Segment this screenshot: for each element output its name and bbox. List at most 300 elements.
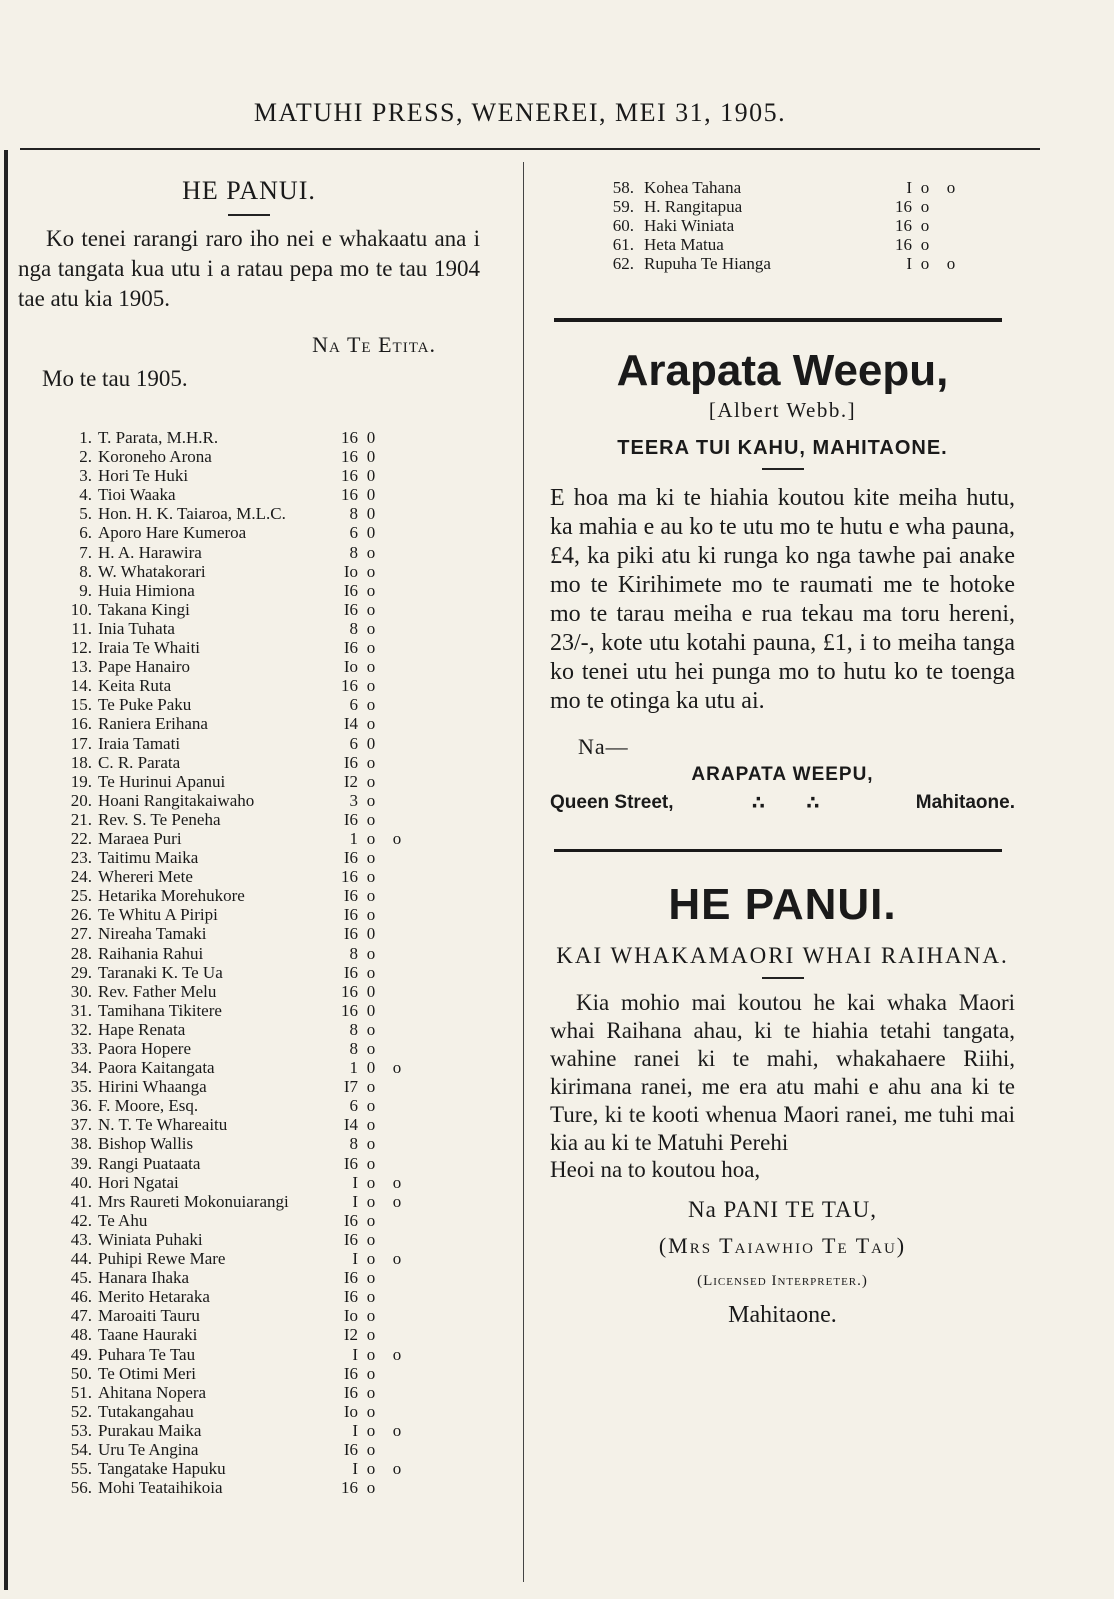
payment-shillings: I6 (343, 886, 358, 906)
subscriber-name: Rev. Father Melu (98, 981, 217, 1001)
payment-pence: o (366, 1134, 376, 1154)
subscriber-row (58, 1325, 438, 1344)
subscriber-row (58, 1096, 438, 1115)
payment-shillings: I (906, 254, 912, 274)
payment-pence: o (920, 178, 930, 197)
payment-shillings: 16 (895, 235, 912, 255)
payment-pence: o (366, 561, 376, 581)
payment-pence: 0 (366, 466, 376, 486)
tailor-ad-text: E hoa ma ki te hiahia koutou kite meiha hutu, ka mahia e au ko te utu mo te hutu e wha pauna, £4, ka piki atu ki runga ko nga tawhe pai anake mo te Kirihimete mo te raumati me te hotoke mo te tarau meiha e rua tekau ma toru hereni, 23/-, kote utu kotahi pauna, £1, i to meiha tanga ko tenei utu hei punga mo to hutu ko te toenga mo te otinga ka utu ai. (550, 485, 1015, 714)
subscriber-row (58, 619, 438, 638)
subscription-notice-text: Ko tenei rarangi raro iho nei e whakaatu ana i nga tangata kua utu i a ratau pepa mo te tau 1904 tae atu kia 1905. (18, 226, 480, 311)
subscriber-row (58, 810, 438, 829)
subscriber-number: 12. (70, 638, 92, 658)
payment-shillings: 1 (349, 828, 358, 848)
subscriber-row (58, 982, 438, 1001)
editor-signature: Na Te Etita. (312, 332, 436, 357)
subscriber-number: 6. (79, 523, 92, 543)
subscriber-name: Koroneho Arona (98, 447, 212, 467)
payment-shillings: I6 (343, 924, 358, 944)
payment-shillings: I6 (343, 848, 358, 868)
interpreter-notice-title: KAI WHAKAMAORI WHAI RAIHANA. (556, 943, 1009, 968)
subscriber-number: 47. (70, 1306, 92, 1326)
payment-shillings: I6 (343, 599, 358, 619)
subscriber-row (58, 1154, 438, 1173)
subscriber-name: Hori Te Huki (98, 466, 189, 486)
subscriber-row (58, 963, 438, 982)
subscriber-number: 55. (70, 1459, 92, 1479)
subscriber-number: 11. (71, 618, 92, 638)
payment-pence: o (366, 848, 376, 868)
subscriber-number: 51. (70, 1382, 92, 1402)
subscriber-number: 61. (612, 235, 634, 255)
subscriber-name: Takana Kingi (98, 599, 190, 619)
subscriber-row (58, 543, 438, 562)
payment-extra: o (392, 828, 402, 848)
subscriber-name: Hanara Ihaka (98, 1268, 190, 1288)
subscriber-row (58, 1134, 438, 1153)
notice-closing: Heoi na to koutou hoa, (550, 1157, 761, 1182)
subscriber-number: 48. (70, 1325, 92, 1345)
subscription-notice-heading: HE PANUI. (182, 176, 316, 205)
payment-shillings: 8 (349, 542, 358, 562)
payment-pence: o (366, 1153, 376, 1173)
payment-pence: o (920, 197, 930, 217)
subscriber-row (58, 1192, 438, 1211)
payment-shillings: I6 (343, 962, 358, 982)
subscriber-name: Mrs Raureti Mokonuiarangi (98, 1191, 289, 1211)
subscriber-row (58, 1020, 438, 1039)
subscriber-name: Iraia Te Whaiti (98, 638, 201, 658)
subscriber-number: 24. (70, 867, 92, 887)
subscriber-number: 7. (79, 542, 92, 562)
payment-pence: o (366, 1039, 376, 1058)
subscriber-name: Hori Ngatai (98, 1172, 179, 1192)
payment-pence: 0 (366, 447, 376, 467)
subscriber-number: 34. (70, 1058, 92, 1078)
payment-shillings: I (352, 1459, 358, 1479)
payment-extra: o (946, 178, 956, 197)
subscriber-number: 18. (70, 752, 92, 772)
subscriber-number: 26. (70, 905, 92, 925)
payment-pence: o (366, 1401, 376, 1421)
payment-shillings: 16 (895, 197, 912, 217)
payment-pence: o (366, 657, 376, 677)
subscriber-row (58, 562, 438, 581)
subscriber-number: 1. (79, 428, 92, 447)
payment-pence: 0 (366, 1000, 376, 1020)
payment-extra: o (392, 1191, 402, 1211)
subscriber-number: 16. (70, 714, 92, 734)
payment-shillings: I (352, 1191, 358, 1211)
subscriber-row (58, 1478, 438, 1497)
subscriber-name: Taranaki K. Te Ua (98, 962, 223, 982)
section-rule-2 (554, 849, 1002, 852)
subscriber-row (58, 1249, 438, 1268)
payment-shillings: 1 (349, 1058, 358, 1078)
subscriber-number: 27. (70, 924, 92, 944)
payment-pence: o (366, 1115, 376, 1135)
payment-extra: o (392, 1058, 402, 1078)
advertiser-signature: ARAPATA WEEPU, (691, 764, 874, 785)
payment-pence: o (366, 962, 376, 982)
payment-shillings: I6 (343, 1268, 358, 1288)
payment-shillings: I7 (343, 1077, 358, 1097)
subscriber-name: Paora Kaitangata (98, 1058, 215, 1078)
payment-pence: o (366, 809, 376, 829)
payment-shillings: 16 (341, 981, 358, 1001)
payment-shillings: I6 (343, 1153, 358, 1173)
subscriber-row (58, 791, 438, 810)
subscriber-name: Mohi Teataihikoia (98, 1478, 223, 1498)
payment-pence: o (366, 1478, 376, 1498)
payment-pence: o (366, 752, 376, 772)
column-divider (523, 162, 524, 1582)
subscriber-name: Purakau Maika (98, 1420, 202, 1440)
subscriber-number: 32. (70, 1019, 92, 1039)
subscriber-number: 15. (70, 695, 92, 715)
subscriber-row (58, 1211, 438, 1230)
payment-pence: o (366, 580, 376, 600)
payment-shillings: I6 (343, 1363, 358, 1383)
subscriber-number: 5. (79, 504, 92, 524)
subscriber-name: Te Puke Paku (98, 695, 192, 715)
subscriber-row (58, 581, 438, 600)
street-name: Queen Street, (550, 792, 674, 813)
payment-shillings: 8 (349, 1134, 358, 1154)
payment-pence: o (366, 1210, 376, 1230)
subscriber-name: C. R. Parata (98, 752, 181, 772)
payment-shillings: 16 (341, 428, 358, 447)
payment-shillings: I (906, 178, 912, 197)
subscriber-name: Heta Matua (644, 235, 724, 255)
subscriber-name: Hirini Whaanga (98, 1077, 207, 1097)
payment-shillings: I6 (343, 1382, 358, 1402)
subscriber-name: Puhipi Rewe Mare (98, 1249, 226, 1269)
payment-shillings: I6 (343, 752, 358, 772)
subscriber-number: 29. (70, 962, 92, 982)
payment-pence: o (366, 1459, 376, 1479)
subscriber-name: Rangi Puataata (98, 1153, 201, 1173)
subscriber-name: Pape Hanairo (98, 657, 191, 677)
payment-pence: o (366, 886, 376, 906)
payment-pence: o (366, 790, 376, 810)
subscriber-number: 60. (612, 216, 634, 236)
payment-pence: o (366, 1382, 376, 1402)
subscriber-row (58, 1115, 438, 1134)
subscriber-name: Tioi Waaka (98, 485, 176, 505)
payment-shillings: I6 (343, 809, 358, 829)
payment-pence: o (366, 867, 376, 887)
payment-shillings: 8 (349, 504, 358, 524)
subscriber-number: 44. (70, 1249, 92, 1269)
subscriber-name: Taitimu Maika (98, 848, 199, 868)
payment-pence: o (920, 216, 930, 236)
subscriber-name: Te Otimi Meri (98, 1363, 196, 1383)
payment-shillings: I (352, 1172, 358, 1192)
payment-shillings: Io (343, 561, 358, 581)
subscriber-number: 19. (70, 771, 92, 791)
subscriber-name: Uru Te Angina (98, 1439, 199, 1459)
payment-pence: o (366, 618, 376, 638)
payment-pence: o (366, 828, 376, 848)
payment-shillings: 8 (349, 618, 358, 638)
payment-pence: o (366, 695, 376, 715)
payment-extra: o (392, 1249, 402, 1269)
payment-pence: o (366, 1268, 376, 1288)
subscriber-row (58, 1364, 438, 1383)
na-line: Na— (578, 734, 629, 759)
payment-shillings: 6 (349, 1096, 358, 1116)
payment-extra: o (392, 1459, 402, 1479)
subscriber-number: 22. (70, 828, 92, 848)
payment-shillings: I6 (343, 638, 358, 658)
subscriber-number: 21. (70, 809, 92, 829)
payment-pence: o (366, 638, 376, 658)
subscriber-row (58, 1306, 438, 1325)
payment-shillings: 8 (349, 943, 358, 963)
subscriber-row (58, 504, 438, 523)
subscriber-name: Bishop Wallis (98, 1134, 194, 1154)
subscriber-row (58, 523, 438, 542)
subscriber-row (58, 447, 438, 466)
subscriber-name: Nireaha Tamaki (98, 924, 207, 944)
payment-shillings: Io (343, 1401, 358, 1421)
payment-pence: o (366, 599, 376, 619)
payment-pence: 0 (366, 924, 376, 944)
subscriber-number: 50. (70, 1363, 92, 1383)
payment-shillings: I6 (343, 1287, 358, 1307)
payment-extra: o (392, 1420, 402, 1440)
subscriber-list-continued (550, 178, 1015, 278)
subscriber-number: 3. (79, 466, 92, 486)
subscriber-number: 28. (70, 943, 92, 963)
advertiser-english-name: [Albert Webb.] (708, 398, 857, 422)
subscriber-row (58, 924, 438, 943)
payment-shillings: 8 (349, 1039, 358, 1058)
payment-shillings: 16 (341, 676, 358, 696)
section-rule (554, 318, 1002, 322)
subscriber-name: Huia Himiona (98, 580, 195, 600)
subscriber-number: 23. (70, 848, 92, 868)
payment-shillings: I6 (343, 1229, 358, 1249)
subscriber-row (58, 848, 438, 867)
subscriber-name: Paora Hopere (98, 1039, 191, 1058)
masthead: MATUHI PRESS, WENEREI, MEI 31, 1905. (253, 98, 787, 127)
payment-pence: o (366, 1325, 376, 1345)
subscriber-number: 38. (70, 1134, 92, 1154)
payment-pence: 0 (366, 428, 376, 447)
payment-extra: o (946, 254, 956, 274)
interpreter-full-name: (Mrs Taiawhio Te Tau) (658, 1233, 907, 1258)
subscriber-row (58, 695, 438, 714)
payment-shillings: 3 (349, 790, 358, 810)
payment-pence: o (366, 714, 376, 734)
subscriber-row (58, 485, 438, 504)
subscriber-name: Winiata Puhaki (98, 1229, 203, 1249)
subscriber-row (58, 1287, 438, 1306)
advertiser-address (550, 792, 1015, 815)
advertiser-trade: TEERA TUI KAHU, MAHITAONE. (617, 437, 948, 459)
payment-pence: o (366, 1249, 376, 1269)
subscriber-number: 35. (70, 1077, 92, 1097)
subscriber-row (58, 1173, 438, 1192)
payment-pence: 0 (366, 485, 376, 505)
payment-pence: 0 (366, 733, 376, 753)
subscriber-name: W. Whatakorari (98, 561, 206, 581)
subscriber-number: 52. (70, 1401, 92, 1421)
subscriber-row (58, 1459, 438, 1478)
subscriber-row (550, 197, 1015, 216)
payment-pence: o (366, 1287, 376, 1307)
subscriber-row (58, 600, 438, 619)
subscriber-name: H. Rangitapua (644, 197, 743, 217)
ad-rule (762, 468, 804, 470)
payment-shillings: I (352, 1420, 358, 1440)
ornament-dots: ∴ ∴ (751, 793, 838, 814)
payment-shillings: 16 (341, 867, 358, 887)
subscriber-number: 31. (70, 1000, 92, 1020)
payment-shillings: 16 (341, 1478, 358, 1498)
subscriber-number: 2. (79, 447, 92, 467)
payment-shillings: 6 (349, 695, 358, 715)
subscriber-number: 13. (70, 657, 92, 677)
heading-rule (228, 214, 270, 216)
subscriber-name: Tangatake Hapuku (98, 1459, 226, 1479)
subscriber-number: 10. (70, 599, 92, 619)
payment-shillings: I4 (343, 1115, 358, 1135)
subscriber-name: Te Whitu A Piripi (98, 905, 218, 925)
notice-rule (762, 977, 804, 979)
subscriber-name: T. Parata, M.H.R. (98, 428, 219, 447)
subscriber-name: Keita Ruta (98, 676, 172, 696)
subscriber-number: 54. (70, 1439, 92, 1459)
subscriber-name: Te Ahu (98, 1210, 148, 1230)
payment-pence: o (366, 676, 376, 696)
subscriber-row (58, 466, 438, 485)
subscriber-name: Taane Hauraki (98, 1325, 198, 1345)
subscriber-name: Merito Hetaraka (98, 1287, 210, 1307)
subscriber-row (58, 1039, 438, 1058)
subscriber-number: 9. (79, 580, 92, 600)
subscriber-name: Inia Tuhata (98, 618, 175, 638)
payment-pence: o (366, 1096, 376, 1116)
payment-pence: 0 (366, 504, 376, 524)
subscriber-name: Rupuha Te Hianga (644, 254, 771, 274)
year-heading: Mo te tau 1905. (42, 366, 188, 391)
payment-pence: o (366, 542, 376, 562)
subscriber-row (58, 1440, 438, 1459)
payment-pence: o (366, 1229, 376, 1249)
subscriber-number: 36. (70, 1096, 92, 1116)
subscriber-number: 8. (79, 561, 92, 581)
advertiser-name: Arapata Weepu, (616, 346, 949, 395)
subscriber-name: Maroaiti Tauru (98, 1306, 200, 1326)
subscriber-row (58, 428, 438, 447)
subscriber-row (58, 772, 438, 791)
subscriber-name: Te Hurinui Apanui (98, 771, 226, 791)
subscriber-name: Raniera Erihana (98, 714, 208, 734)
payment-pence: o (920, 235, 930, 255)
payment-pence: 0 (366, 981, 376, 1001)
interpreter-place: Mahitaone. (728, 1302, 837, 1328)
subscriber-row (58, 829, 438, 848)
payment-shillings: I (352, 1344, 358, 1364)
subscriber-number: 43. (70, 1229, 92, 1249)
subscriber-name: Hon. H. K. Taiaroa, M.L.C. (98, 504, 286, 524)
payment-pence: o (366, 1077, 376, 1097)
subscriber-name: Rev. S. Te Peneha (98, 809, 221, 829)
subscriber-name: Aporo Hare Kumeroa (98, 523, 247, 543)
page-edge-shadow (4, 150, 8, 1590)
subscriber-name: Raihania Rahui (98, 943, 204, 963)
subscriber-row (58, 1058, 438, 1077)
subscriber-row (58, 1345, 438, 1364)
left-column (14, 170, 484, 406)
payment-shillings: 16 (341, 447, 358, 467)
subscriber-row (58, 1230, 438, 1249)
payment-shillings: Io (343, 657, 358, 677)
payment-shillings: I6 (343, 1210, 358, 1230)
payment-extra: o (392, 1344, 402, 1364)
subscriber-row (58, 714, 438, 733)
subscriber-row (550, 216, 1015, 235)
subscriber-row (550, 235, 1015, 254)
subscriber-number: 20. (70, 790, 92, 810)
subscriber-name: Tutakangahau (98, 1401, 194, 1421)
payment-shillings: I (352, 1249, 358, 1269)
payment-pence: o (366, 1363, 376, 1383)
subscriber-number: 39. (70, 1153, 92, 1173)
interpreter-signature: Na PANI TE TAU, (687, 1197, 878, 1222)
subscriber-row (550, 178, 1015, 197)
subscriber-row (58, 1268, 438, 1287)
payment-pence: o (366, 905, 376, 925)
subscriber-number: 46. (70, 1287, 92, 1307)
payment-pence: o (366, 1191, 376, 1211)
payment-shillings: I2 (343, 771, 358, 791)
subscriber-row (58, 1077, 438, 1096)
subscriber-row (58, 638, 438, 657)
subscriber-number: 40. (70, 1172, 92, 1192)
subscriber-number: 58. (612, 178, 634, 197)
interpreter-notice-heading: HE PANUI. (668, 880, 897, 929)
subscriber-number: 56. (70, 1478, 92, 1498)
payment-shillings: I2 (343, 1325, 358, 1345)
payment-shillings: 16 (341, 1000, 358, 1020)
subscriber-row (58, 1001, 438, 1020)
subscriber-name: Whereri Mete (98, 867, 193, 887)
payment-shillings: I4 (343, 714, 358, 734)
payment-shillings: I6 (343, 580, 358, 600)
subscriber-number: 4. (79, 485, 92, 505)
subscriber-number: 14. (70, 676, 92, 696)
subscriber-list (58, 428, 438, 1497)
town-name: Mahitaone. (915, 792, 1015, 813)
subscriber-number: 25. (70, 886, 92, 906)
payment-shillings: 6 (349, 733, 358, 753)
subscriber-number: 62. (612, 254, 634, 274)
payment-shillings: I6 (343, 905, 358, 925)
subscriber-row (58, 676, 438, 695)
payment-pence: 0 (366, 1058, 376, 1078)
subscriber-name: Haki Winiata (644, 216, 735, 236)
subscriber-row (58, 886, 438, 905)
subscriber-row (58, 867, 438, 886)
subscriber-number: 45. (70, 1268, 92, 1288)
subscriber-name: F. Moore, Esq. (98, 1096, 199, 1116)
payment-shillings: Io (343, 1306, 358, 1326)
